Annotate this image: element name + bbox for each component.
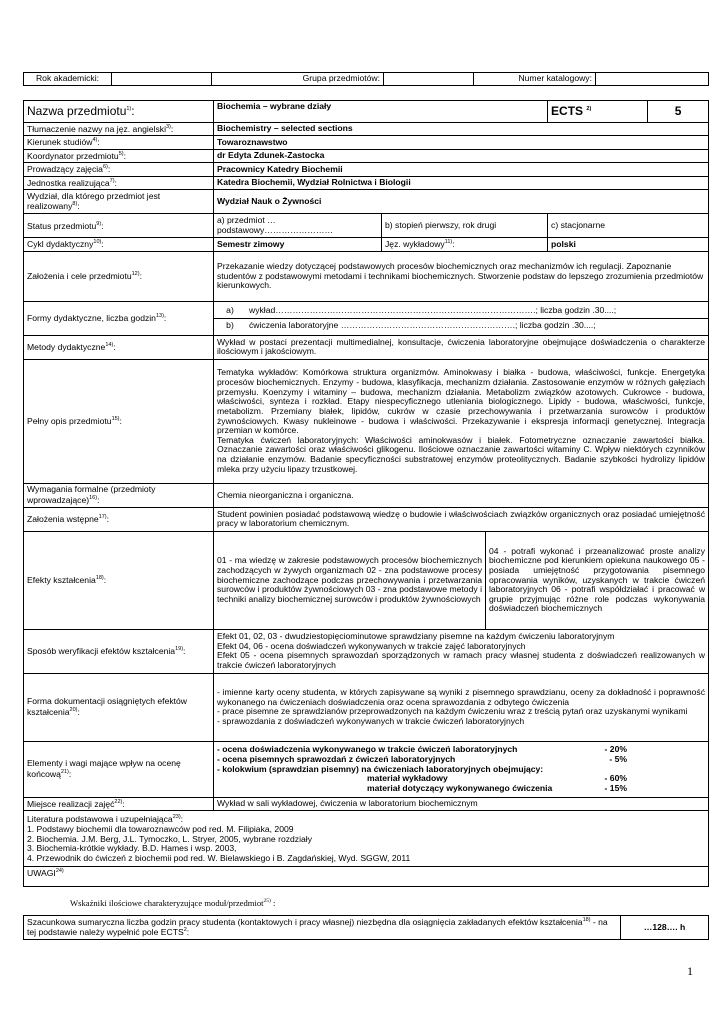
jez-sup: 11) [444,239,453,246]
sposob-value-1: Efekt 01, 02, 03 - dwudziestopięciominutowe sprawdziany pisemne na każdym ćwiczeniu laboratoryjnym [217,631,615,642]
uwagi-label: UWAGI [27,868,56,879]
opis-value-2: Tematyka ćwiczeń laboratoryjnych: Właściwości aminokwasów i białek. Fotometryczne oznaczanie zawartości białka. Oznaczanie zawartości oraz właściwości glikogenu. Ilościowe oznaczanie zawartości witaminy C. Wpływ niektórych czynników na działanie enzymów. Badanie specyficzności substratowej enzymów proteolitycznych. Badanie szybkości hydrolizy lipidów mleka przy użyciu lipazy trzustkowej. [217,434,706,474]
kier-label: Kierunek studiów [27,137,93,148]
nazwa-label-cell: Nazwa przedmiotu$^{1)}$: [24,101,214,123]
sposob-sup: 19) [175,646,184,653]
kier-sup: 4) [92,137,98,144]
lit-item-4: 4. Przewodnik do ćwiczeń z biochemii pod red. W. Bielawskiego i B. Zagdańskiej, Wyd. SGGW, 2011 [27,852,411,863]
wydz-value: Wydział Nauk o Żywności [214,190,709,214]
prow-label-cell: Prowadzący zajęcia$^{6)}$: [24,163,214,176]
formy-row-a [214,304,708,319]
forma-label: Forma dokumentacji osiągniętych efektów kształcenia [27,696,188,717]
opis-value-1: Tematyka wykładów: Komórkowa struktura organizmów. Aminokwasy i białka - budowa, właściwości, funkcje. Energetyka procesów biochemicznych. Enzymy - budowa, klasyfikacja, mechanizm działania. Zastosowanie enzymów w różnych gałęziach przemysłu. Koenzymy i witaminy – budowa, mechanizm działania. Metabolizm związków azotowych. Cukrowce - budowa, właściwości, synteza i rozkład. Etapy niespecyficznego utleniania biologicznego. Lipidy - budowa, właściwości, funkcje, metabolizm. Przemiany białek, lipidów, cukrów w czasie przechowywania i przetwarzania surowców i produktów żywnościowych. Kwasy nukleinowe - budowa i właściwości. Przekazywanie i ekspresja informacji genetycznej. Integracja przemian w komórce. [217,367,706,436]
formy-b-letter: b) [226,319,234,330]
cykl-sup: 10) [93,239,102,246]
formy-value-cell [214,301,709,335]
zal-value: Przekazanie wiedzy dotyczącej podstawowych procesów biochemicznych oraz mechanizmów ich regulacji. Zapoznanie studentów z podstawowymi metodami i technikami biochemicznych. Stworzenie podstaw do lepszego zrozumienia przedmiotów kierunkowych. [214,251,709,301]
jedn-sup: 7) [109,177,115,184]
szacunkowa-table [23,915,709,940]
forma-value-1: - imienne karty oceny studenta, w których zapisywane są wyniki z pisemnego sprawdzianu, oceny za dokładność i poprawność wykonanego na ćwiczeniach doświadczenia oraz ocena sprawozdania z odbytego ćwiczenia [217,687,706,707]
koord-sup: 5) [118,150,124,157]
cykl-value: Semestr zimowy [214,238,382,251]
status-label: Status przedmiotu [27,220,97,231]
nazwa-value: Biochemia – wybrane działy [214,101,548,123]
forma-value-3: - sprawozdania z doświadczeń wykonywanych w trakcie ćwiczeń laboratoryjnych [217,716,525,727]
koord-label-cell: Koordynator przedmiotu$^{5)}$: [24,149,214,162]
main-table [23,100,709,887]
zal-sup: 12) [131,271,140,278]
sposob-label-cell: Sposób weryfikacji efektów kształcenia$^{19)}$: [24,629,214,673]
formy-label-cell: Formy dydaktyczne, liczba godzin$^{13)}$: [24,301,214,335]
elem-3-text: - kolokwium (sprawdzian pisemny) na ćwiczeniach laboratoryjnych obejmujący: [217,763,544,774]
lit-item-1: 1. Podstawy biochemii dla towaroznawców pod red. M. Filipiaka, 2009 [27,823,294,834]
cykl-label: Cykl dydaktyczny [27,239,94,250]
sposob-value-3: Efekt 05 - ocena pisemnych sprawozdań sporządzonych w ramach pracy własnej studenta z doświadczeń realizowanych w trakcie ćwiczeń laboratoryjnych [217,650,706,671]
cykl-label-cell: Cykl dydaktyczny$^{10)}$: [24,238,214,251]
kier-value: Towaroznawstwo [214,136,709,149]
wydz-sup: 8) [72,201,78,208]
wskazniki-tail: : [270,898,276,908]
jez-label-cell: Jęz. wykładowy$^{11)}$: [382,238,548,251]
elem-4-val: - 60% [604,773,627,784]
grupa-label: Grupa przedmiotów: [212,73,384,86]
zal-label-cell: Założenia i cele przedmiotu$^{12)}$: [24,251,214,301]
formy-row-b [214,319,708,333]
wym-label: Wymagania formalne (przedmioty wprowadzające) [27,484,156,505]
status-label-cell: Status przedmiotu$^{9)}$: [24,214,214,238]
zalw-label: Założenia wstępne [27,514,99,525]
efekty-right: 04 - potrafi wykonać i przeanalizować proste analizy biochemiczne pod kierunkiem opiekuna naukowego 05 - posiada umiejętność przygotowania pisemnego opracowania wyników, uzyskanych w trakcie ćwiczeń laboratoryjnych 06 - potrafi współdziałać i pracować w grupie przyjmując różne role podczas wykonywania doświadczeń biochemicznych [486,531,709,629]
szac-text-cell [24,916,621,940]
forma-label-cell: Forma dokumentacji osiągniętych efektów kształcenia$^{20)}$: [24,673,214,741]
formy-a-text: wykład……………………………………………………………………………….; liczba godzin .30....; [249,305,617,316]
szac-sup-1: 18) [582,917,591,923]
elem-4-text: materiał wykładowy [367,773,448,784]
lit-item-2: 2. Biochemia. J.M. Berg, J.L. Tymoczko, L. Stryer, 2005, wybrane rozdziały [27,833,312,844]
page-number: 1 [687,964,693,978]
jedn-value: Katedra Biochemii, Wydział Rolnictwa i Biologii [214,176,709,189]
elem-2-val: - 5% [609,753,627,764]
efekty-left: 01 - ma wiedzę w zakresie podstawowych procesów biochemicznych zachodzących w żywych organizmach 02 - zna podstawowe procesy biochemiczne zachodzące podczas przechowywania i przetwarzania surowców i produktów żywnościowych 03 - zna podstawowe metody i techniki analizy biochemicznej surowców i produktów żywnościowych [214,531,486,629]
elem-1-val: - 20% [604,744,627,755]
wskazniki-text: Wskaźniki ilościowe charakteryzujące moduł/przedmiot [70,898,264,908]
ects-label-cell [548,101,648,123]
zal-label: Założenia i cele przedmiotu [27,271,132,282]
status-c: c) stacjonarne [548,214,709,238]
rok-label: Rok akademicki: [24,73,112,86]
wydz-label: Wydział, dla którego przedmiot jest realizowany [27,190,161,212]
nazwa-sup: 1) [126,105,132,112]
ects-label: ECTS [551,103,584,118]
elem-sup: 21) [60,768,69,775]
efekty-label-cell: Efekty kształcenia$^{18)}$: [24,531,214,629]
lit-item-3: 3. Biochemia-krótkie wykłady. B.D. Hames i wsp. 2003, [27,843,237,854]
uwagi-sup: 24) [55,868,64,875]
sposob-value-cell [214,629,709,673]
opis-value-cell [214,359,709,483]
opis-label: Pełny opis przedmiotu [27,416,112,427]
formy-b-text: ćwiczenia laboratoryjne …………………………………………………….; liczba godzin .30....; [249,319,596,330]
elem-row-5 [217,784,627,794]
koord-label: Koordynator przedmiotu [27,150,119,161]
numer-label: Numer katalogowy: [474,73,596,86]
prow-sup: 6) [102,164,108,171]
uwagi-cell [24,867,709,887]
grupa-value [384,73,474,86]
szac-value: …128…. h [621,916,709,940]
miejsce-value: Wykład w sali wykładowej, ćwiczenia w laboratorium biochemicznym [214,797,709,810]
elem-5-text: materiał dotyczący wykonywanego ćwiczenia [367,782,553,793]
miejsce-label: Miejsce realizacji zajęć [27,798,115,809]
prow-label: Prowadzący zajęcia [27,164,103,175]
szac-sup-2: 2 [183,927,187,934]
wym-label-cell: Wymagania formalne (przedmioty wprowadzające)$^{16)}$: [24,483,214,507]
opis-label-cell: Pełny opis przedmiotu$^{15)}$: [24,359,214,483]
formy-a-letter: a) [226,305,234,316]
forma-value-cell [214,673,709,741]
zalw-sup: 17) [98,514,107,521]
tlum-label-cell: Tłumaczenie nazwy na jęz. angielski$^{3)}$: [24,123,214,136]
formy-sup: 13) [155,313,164,320]
elem-2-text: - ocena pisemnych sprawozdań z ćwiczeń laboratoryjnych [217,753,456,764]
zalw-value: Student powinien posiadać podstawową wiedzę o budowie i właściwościach związków organicznych oraz posiadać umiejętność pracy w laboratorium chemicznym. [214,507,709,531]
jedn-label: Jednostka realizująca [27,177,110,188]
wym-value: Chemia nieorganiczna i organiczna. [214,483,709,507]
metody-sup: 14) [105,342,114,349]
sposob-value-2: Efekt 04, 06 - ocena doświadczeń wykonywanych w trakcie zajęć laboratoryjnych [217,640,526,651]
forma-sup: 20) [69,706,78,713]
numer-value [596,73,709,86]
wskazniki-sup: 25) [263,898,271,905]
prow-value: Pracownicy Katedry Biochemii [214,163,709,176]
top-table [23,72,709,86]
status-sup: 9) [96,220,102,227]
kier-label-cell: Kierunek studiów$^{4)}$: [24,136,214,149]
jedn-label-cell: Jednostka realizująca$^{7)}$: [24,176,214,189]
wskazniki-heading [70,898,275,908]
wym-sup: 16) [89,494,98,501]
lit-label: Literatura podstawowa i uzupełniająca [27,814,173,825]
status-b: b) stopień pierwszy, rok drugi [382,214,548,238]
sposob-label: Sposób weryfikacji efektów kształcenia [27,646,176,657]
literatura-cell [24,811,709,867]
tlum-sup: 3) [166,124,171,130]
literatura-heading: Literatura podstawowa i uzupełniająca$^{23)}$: [27,814,184,825]
miejsce-sup: 22) [114,798,123,805]
elem-label-cell: Elementy i wagi mające wpływ na ocenę końcową$^{21)}$: [24,741,214,797]
elem-5-val: - 15% [604,782,627,793]
status-a: a) przedmiot …podstawowy…………………… [214,214,382,238]
szac-text-1: Szacunkowa sumaryczna liczba godzin pracy studenta (kontaktowych i pracy własnej) niezbędna dla osiągnięcia zakładanych efektów kształcenia [27,916,583,927]
forma-value-2: - prace pisemne ze sprawdzianów przeprowadzonych na każdym ćwiczeniu wraz z treścią pytań oraz uzyskanymi wynikami [217,706,688,717]
efekty-label: Efekty kształcenia [27,575,96,586]
ects-sup: 2) [586,105,592,112]
wydz-label-cell: Wydział, dla którego przedmiot jest realizowany$^{8)}$: [24,190,214,214]
miejsce-label-cell: Miejsce realizacji zajęć$^{22)}$: [24,797,214,810]
jez-value: polski [548,238,709,251]
formy-label: Formy dydaktyczne, liczba godzin [27,313,156,324]
koord-value: dr Edyta Zdunek-Zastocka [214,149,709,162]
zalw-label-cell: Założenia wstępne$^{17)}$: [24,507,214,531]
efekty-sup: 18) [95,575,104,582]
jez-label: Jęz. wykładowy [385,239,445,250]
szac-text-3: : [186,927,190,938]
elem-value-cell [214,741,709,797]
tlum-value: Biochemistry – selected sections [214,123,709,136]
ects-value: 5 [648,101,709,123]
metody-value: Wykład w postaci prezentacji multimedialnej, konsultacje, ćwiczenia laboratoryjne obejmujące doświadczenia o charakterze ilościowym i jakościowym. [214,335,709,359]
tlum-label: Tłumaczenie nazwy na jęz. angielski [27,123,166,134]
szac-text-2: - na tej podstawie należy wypełnić pole ECTS [27,916,608,938]
nazwa-label: Nazwa przedmiotu [27,103,127,118]
metody-label-cell: Metody dydaktyczne$^{14)}$: [24,335,214,359]
rok-value [112,73,212,86]
elem-1-text: - ocena doświadczenia wykonywanego w trakcie ćwiczeń laboratoryjnych [217,744,518,755]
lit-sup: 23) [172,814,181,821]
opis-sup: 15) [111,416,120,423]
metody-label: Metody dydaktyczne [27,342,106,353]
elem-label: Elementy i wagi mające wpływ na ocenę końcową [27,758,181,779]
